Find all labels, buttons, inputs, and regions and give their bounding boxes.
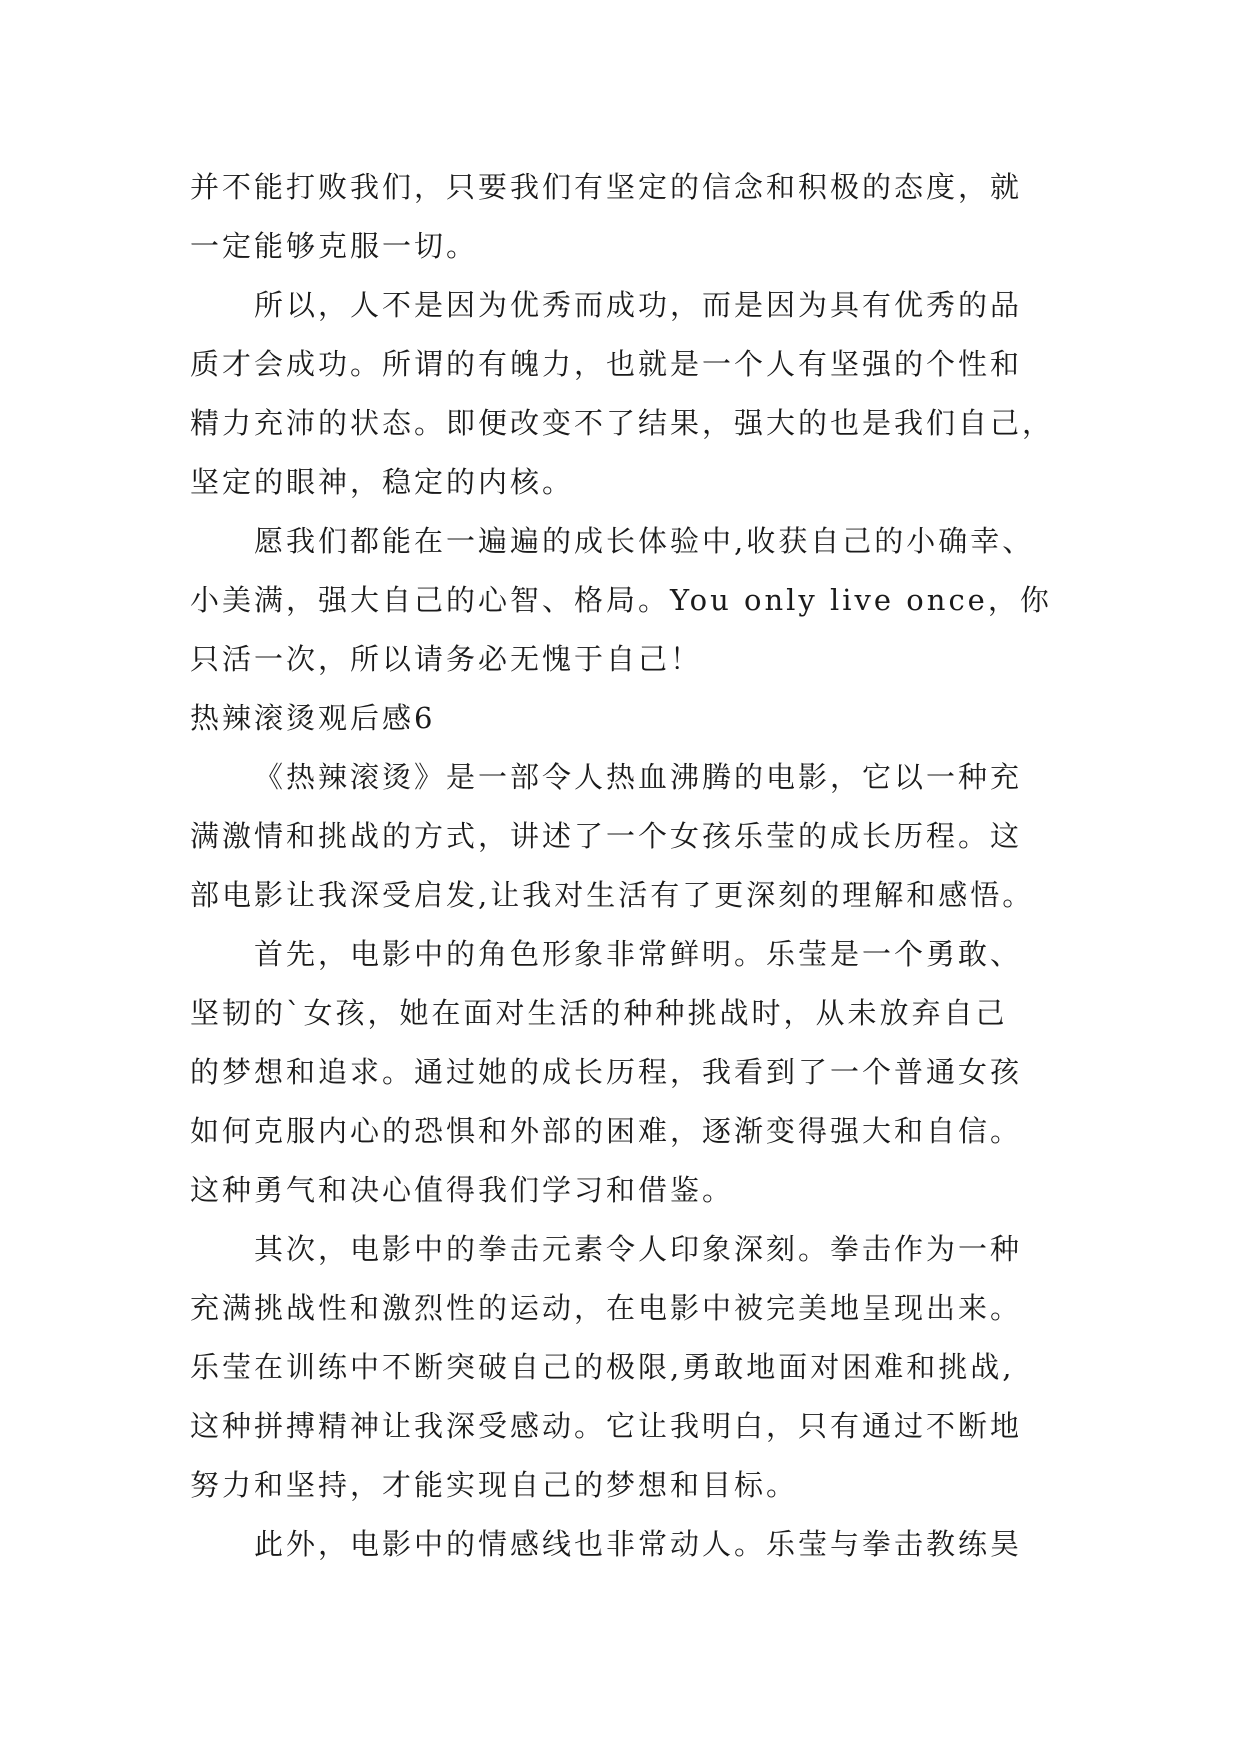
text-line: 小美满，强大自己的心智、格局。You only live once，你 [190, 583, 1052, 617]
text-line: 满激情和挑战的方式，讲述了一个女孩乐莹的成长历程。这 [190, 819, 1023, 853]
text-line: 质才会成功。所谓的有魄力，也就是一个人有坚强的个性和 [190, 347, 1023, 381]
text-line: 其次，电影中的拳击元素令人印象深刻。拳击作为一种 [254, 1232, 1023, 1266]
document-body [190, 158, 1060, 1574]
text-line: 愿我们都能在一遍遍的成长体验中,收获自己的小确幸、 [254, 524, 1035, 558]
text-line: 只活一次，所以请务必无愧于自己！ [190, 642, 703, 676]
text-line: 《热辣滚烫》是一部令人热血沸腾的电影，它以一种充 [254, 760, 1023, 794]
text-line: 努力和坚持，才能实现自己的梦想和目标。 [190, 1468, 799, 1502]
text-line: 这种拼搏精神让我深受感动。它让我明白，只有通过不断地 [190, 1409, 1023, 1443]
text-line: 一定能够克服一切。 [190, 229, 479, 263]
text-line: 坚韧的`女孩，她在面对生活的种种挑战时，从未放弃自己 [190, 996, 1008, 1030]
text-line: 此外，电影中的情感线也非常动人。乐莹与拳击教练昊 [254, 1527, 1023, 1561]
text-line: 充满挑战性和激烈性的运动，在电影中被完美地呈现出来。 [190, 1291, 1023, 1325]
text-line: 坚定的眼神，稳定的内核。 [190, 465, 575, 499]
text-line: 并不能打败我们，只要我们有坚定的信念和积极的态度，就 [190, 170, 1023, 204]
text-line: 精力充沛的状态。即便改变不了结果，强大的也是我们自己， [190, 406, 1055, 440]
section-heading: 热辣滚烫观后感6 [190, 701, 436, 735]
text-line: 这种勇气和决心值得我们学习和借鉴。 [190, 1173, 735, 1207]
text-line: 首先，电影中的角色形象非常鲜明。乐莹是一个勇敢、 [254, 937, 1023, 971]
text-line: 乐莹在训练中不断突破自己的极限,勇敢地面对困难和挑战, [190, 1350, 1015, 1384]
text-line: 所以，人不是因为优秀而成功，而是因为具有优秀的品 [254, 288, 1023, 322]
text-line: 部电影让我深受启发,让我对生活有了更深刻的理解和感悟。 [190, 878, 1035, 912]
text-line: 如何克服内心的恐惧和外部的困难，逐渐变得强大和自信。 [190, 1114, 1023, 1148]
text-line: 的梦想和追求。通过她的成长历程，我看到了一个普通女孩 [190, 1055, 1023, 1089]
